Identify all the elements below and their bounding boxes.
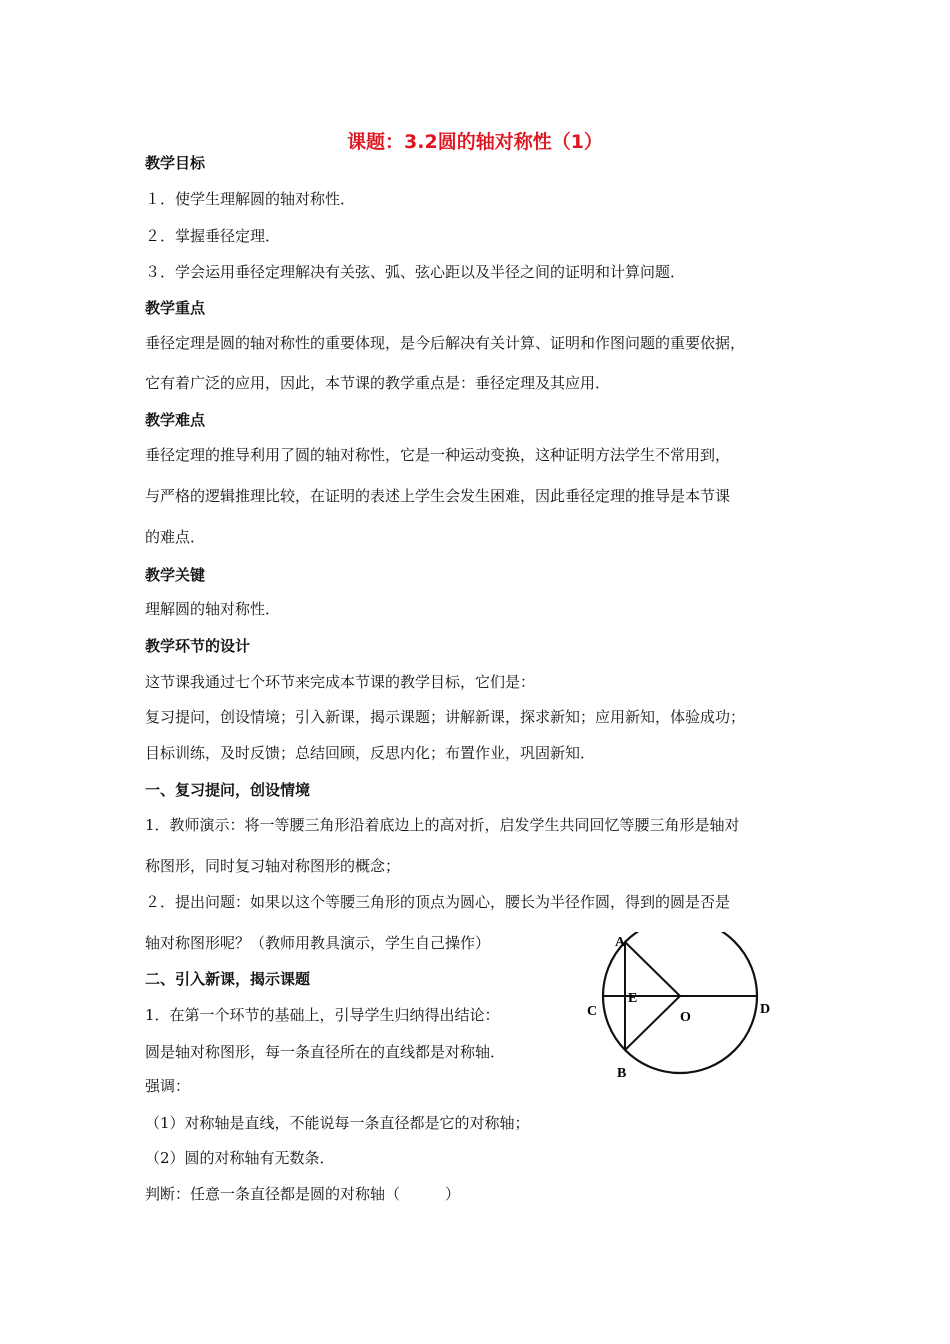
label-a: A xyxy=(615,935,626,950)
paragraph-line: ３．学会运用垂径定理解决有关弦、弧、弦心距以及半径之间的证明和计算问题． xyxy=(145,263,686,281)
paragraph-line: 轴对称图形呢？（教师用教具演示，学生自己操作） xyxy=(145,934,491,952)
section-heading: 教学目标 xyxy=(145,154,206,172)
section-heading: 教学关键 xyxy=(145,566,206,584)
circle-figure-svg xyxy=(580,932,780,1082)
segment-ao xyxy=(625,942,680,996)
paragraph-line: 强调： xyxy=(145,1077,191,1095)
circle-o xyxy=(603,932,757,1073)
section-heading: 二、引入新课，揭示课题 xyxy=(145,970,311,988)
paragraph-line: 垂径定理是圆的轴对称性的重要体现，是今后解决有关计算、证明和作图问题的重要依据， xyxy=(145,334,746,352)
paragraph-line: 它有着广泛的应用，因此，本节课的教学重点是：垂径定理及其应用． xyxy=(145,374,611,392)
section-heading: 教学重点 xyxy=(145,299,206,317)
paragraph-line: 垂径定理的推导利用了圆的轴对称性，它是一种运动变换，这种证明方法学生不常用到， xyxy=(145,446,731,464)
circle-diagram xyxy=(580,932,780,1082)
label-c: C xyxy=(587,1004,598,1019)
label-e: E xyxy=(628,991,638,1006)
paragraph-line: 这节课我通过七个环节来完成本节课的教学目标，它们是： xyxy=(145,673,536,691)
section-heading: 教学难点 xyxy=(145,411,206,429)
paragraph-line: 理解圆的轴对称性． xyxy=(145,600,281,618)
paragraph-line: 复习提问，创设情境；引入新课，揭示课题；讲解新课，探求新知；应用新知，体验成功； xyxy=(145,708,746,726)
paragraph-line: （2）圆的对称轴有无数条． xyxy=(145,1149,335,1167)
paragraph-line: 的难点． xyxy=(145,528,206,546)
paragraph-line: １．使学生理解圆的轴对称性． xyxy=(145,190,356,208)
paragraph-line: （1）对称轴是直线，不能说每一条直径都是它的对称轴； xyxy=(145,1114,530,1132)
paragraph-line: 称图形，同时复习轴对称图形的概念； xyxy=(145,857,401,875)
section-heading: 一、复习提问，创设情境 xyxy=(145,781,311,799)
label-d: D xyxy=(760,1002,771,1017)
paragraph-line: ２．提出问题：如果以这个等腰三角形的顶点为圆心，腰长为半径作圆，得到的圆是否是 xyxy=(145,893,731,911)
paragraph-line: 1．教师演示：将一等腰三角形沿着底边上的高对折，启发学生共同回忆等腰三角形是轴对 xyxy=(145,816,740,834)
label-o: O xyxy=(680,1010,691,1025)
paragraph-line: 目标训练，及时反馈；总结回顾，反思内化；布置作业，巩固新知． xyxy=(145,744,596,762)
section-heading: 教学环节的设计 xyxy=(145,637,251,655)
paragraph-line: 判断：任意一条直径都是圆的对称轴（ ） xyxy=(145,1185,461,1203)
paragraph-line: 1．在第一个环节的基础上，引导学生归纳得出结论： xyxy=(145,1006,500,1024)
paragraph-line: 与严格的逻辑推理比较，在证明的表述上学生会发生困难，因此垂径定理的推导是本节课 xyxy=(145,487,731,505)
label-b: B xyxy=(617,1066,627,1081)
paragraph-line: 圆是轴对称图形，每一条直径所在的直线都是对称轴． xyxy=(145,1043,506,1061)
paragraph-line: ２．掌握垂径定理． xyxy=(145,227,281,245)
page-title: 课题：3.2圆的轴对称性（1） xyxy=(347,131,603,153)
